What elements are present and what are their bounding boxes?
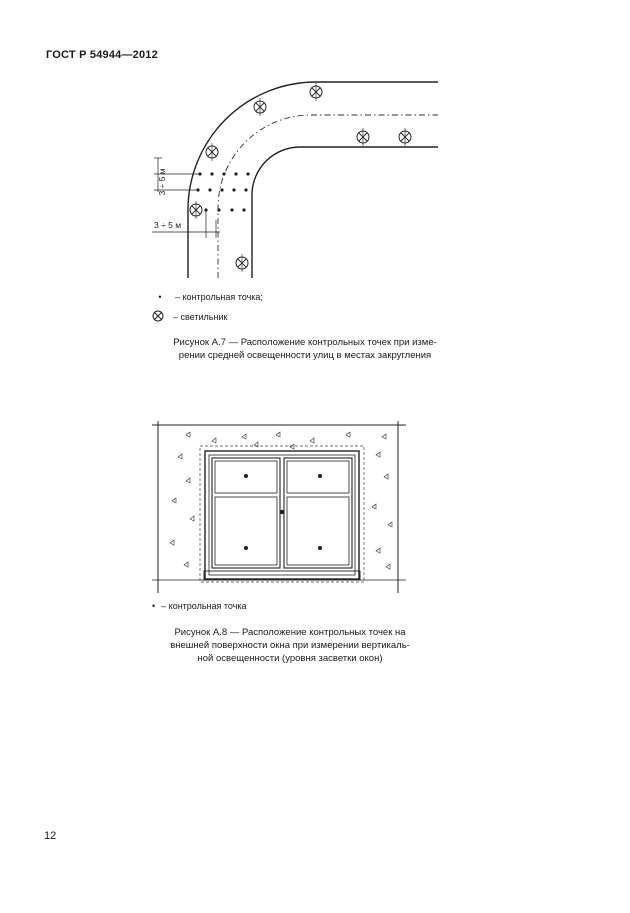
legend-control-point xyxy=(153,292,263,302)
control-point xyxy=(217,208,220,211)
dimension-vertical-label: 3 ÷ 5 м xyxy=(157,168,167,196)
control-point xyxy=(244,188,247,191)
figure-a7-road-diagram xyxy=(140,70,450,285)
caption-a8-line2: внешней поверхности окна при измерении вертикаль- xyxy=(170,640,410,651)
legend-luminaire-text: – светильник xyxy=(173,312,228,322)
luminaires xyxy=(190,83,411,272)
figure-a8-window-diagram xyxy=(150,415,410,595)
road-inner-edge xyxy=(252,147,438,278)
legend-luminaire xyxy=(151,310,227,324)
dot-icon: • xyxy=(152,601,156,611)
road-outer-edge xyxy=(188,82,438,278)
luminaire-icon xyxy=(151,310,165,324)
legend-control-point-a8 xyxy=(152,601,247,611)
luminaire-icon xyxy=(190,201,202,219)
page-number: 12 xyxy=(44,830,57,842)
window-sash-right xyxy=(284,458,352,568)
caption-a8-line1: Рисунок А.8 — Расположение контрольных точек на xyxy=(174,627,406,638)
luminaire-icon xyxy=(254,98,266,116)
luminaire-icon xyxy=(236,254,248,272)
window-frame xyxy=(205,451,359,579)
figure-a7-caption xyxy=(150,336,460,362)
caption-a7-line2: рении средней освещенности улиц в местах закругления xyxy=(178,350,432,361)
control-point xyxy=(230,208,233,211)
control-point xyxy=(208,188,211,191)
luminaire-icon xyxy=(206,143,218,161)
control-point xyxy=(244,474,248,478)
control-point xyxy=(244,546,248,550)
control-point xyxy=(242,208,245,211)
caption-a8-line3: ной освещенности (уровня засветки окон) xyxy=(197,653,383,664)
dimension-horizontal-label: 3 ÷ 5 м xyxy=(154,220,182,230)
control-point xyxy=(246,172,249,175)
control-point xyxy=(222,172,225,175)
control-point xyxy=(210,172,213,175)
control-point xyxy=(234,172,237,175)
dot-icon: • xyxy=(158,292,162,302)
legend-control-point-text: – контрольная точка; xyxy=(175,292,263,302)
legend-a8-text: – контрольная точка xyxy=(161,601,247,611)
luminaire-icon xyxy=(357,128,369,146)
control-point xyxy=(220,188,223,191)
luminaire-icon xyxy=(310,83,322,101)
document-header: ГОСТ Р 54944—2012 xyxy=(46,49,158,61)
caption-a7-line1: Рисунок А.7 — Расположение контрольных точек при изме- xyxy=(173,337,437,348)
control-point xyxy=(232,188,235,191)
figure-a8-caption xyxy=(150,626,430,665)
control-point xyxy=(318,474,322,478)
control-point xyxy=(318,546,322,550)
luminaire-icon xyxy=(399,128,411,146)
